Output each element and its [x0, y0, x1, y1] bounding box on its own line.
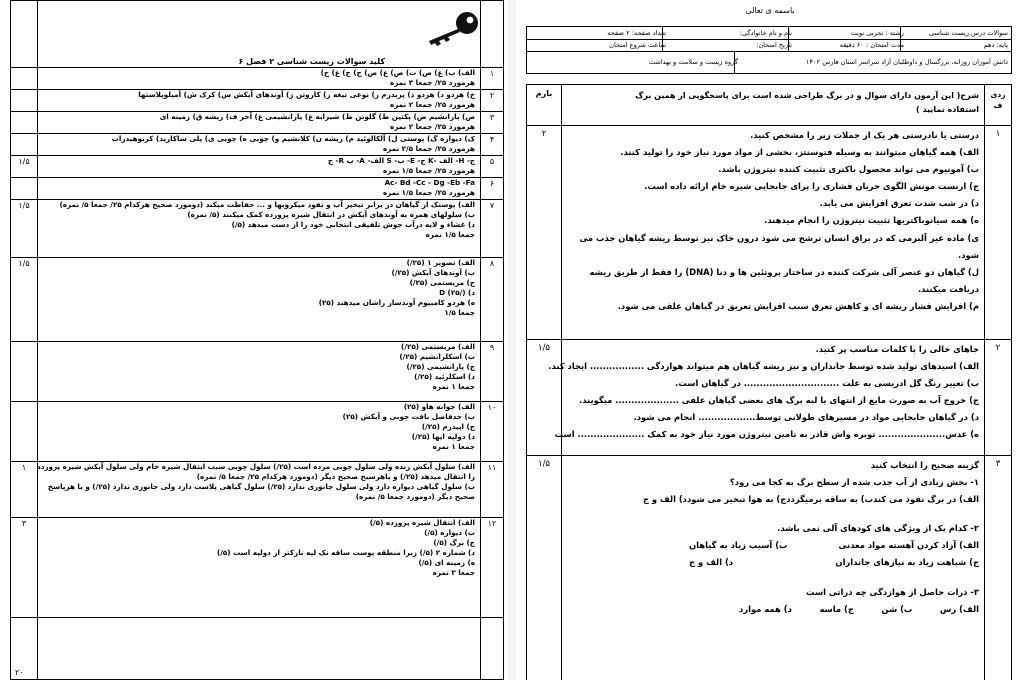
question-number: ۳ — [995, 459, 1001, 469]
answer-line: د) شماره ۲ (۵/) زیرا منطقه پوست ساقه تک لپه نازکتر از دولپه است (۵/) — [216, 548, 475, 557]
answer-score: ۱ — [21, 463, 27, 472]
answer-line: ج) برگ (۵/) — [433, 538, 475, 547]
question-line: د) در شب شدت تعرق افزایش می یابد. — [819, 198, 979, 209]
answer-line: جمعا ۱ نمره — [432, 382, 475, 391]
answer-line: الف) تصویر ۱ (۲۵/) — [406, 258, 475, 267]
answer-line: د) اسکلرئید (۲۵/) — [414, 372, 475, 381]
answer-row — [11, 133, 503, 156]
header-cell: رشته : تجربی نوبت — [788, 27, 907, 39]
answer-line: جمعا ۳ نمره — [432, 568, 475, 577]
answer-number: ۵ — [489, 157, 495, 166]
answer-line: الف) مریستمی (۲۵/) — [401, 342, 475, 351]
spacer — [567, 508, 979, 520]
answer-body — [41, 258, 475, 318]
score-header: بارم — [535, 89, 553, 98]
answer-number: ۱ — [489, 69, 495, 78]
answer-line: را انتقال میدهد (۲۵/) و یاهرسبخ صحیح دیگر (دومورد هرکدام ۲۵/ جمعا ۵/ نمره) — [196, 472, 475, 481]
question-line: ل) گیاهان دو عنصر آلی شرکت کننده در ساختار پروتئین ها و دنا (DNA) را فقط از طریق ریشه — [589, 266, 979, 277]
question-score: ۱/۵ — [538, 343, 550, 353]
answer-number: ۶ — [489, 179, 495, 188]
answer-body — [41, 200, 475, 240]
answer-key-title: کلید سوالات زیست شناسی ۲ فصل ۶ — [238, 57, 385, 66]
header-cell: پایه: دهم — [900, 39, 1011, 51]
options-row — [689, 554, 979, 571]
question-line: ی) ماده غیر آلبزمی که در براق انسان ترشح می شود درون خاک نیز توسط ریشه گیاهان جذب می — [579, 232, 979, 243]
answer-key-page — [0, 0, 508, 680]
question-line: ج) ارنست مونش الگوی جریان فشاری را برای جابجایی شیره خام ارائه داده است. — [644, 181, 979, 192]
header-row — [527, 51, 1011, 74]
total-score: ۲۰ — [15, 668, 24, 677]
option[interactable]: ج) به هوا تبخیر می شود — [686, 494, 787, 505]
answer-line: ب) دیواره (۵/) — [424, 528, 475, 537]
answer-line: الف) انتقال شیره پرورده (۵/) — [369, 518, 475, 527]
answer-line: ج) مریستمی (۲۵/) — [409, 278, 475, 287]
answer-line: ب) سلول گیاهی دیواره دارد ولی سلول جانوری ندارد (۲۵/) سلول گیاهی پلاست دارد ولی جانوری ندارد (۲۵/) و یا هرپاسخ — [47, 482, 475, 491]
question-2 — [527, 339, 1011, 456]
bismillah-heading: باسمه ی تعالی — [745, 6, 795, 15]
answer-line: ک) دیواره گ) پوستی ل) آلکالوئید م) ریشه ن) کلانشیم و) چوبی ه) چوبی ی) پلی ساکارید) کربوهیدرات — [111, 134, 475, 143]
header-cell: تعداد صفحه: ۲ صفحه — [607, 29, 666, 37]
answer-line: خ) هردو د) هردو ذ) پریدرم ر) نوعی تیغه ز) کاروتن ژ) آوندهای آبکش س) کرک ش) آمیلوپلاستها — [138, 90, 475, 99]
answer-line: جمعا ۱/۵ نمره — [425, 230, 475, 239]
answer-body — [41, 68, 475, 88]
header-cell: تاریخ امتحان: — [662, 39, 795, 51]
exam-page — [516, 0, 1024, 680]
option[interactable]: ج) شباهت زیاد به نیازهای جانداران — [835, 557, 979, 568]
answer-body — [41, 178, 475, 198]
answer-number: ۸ — [489, 259, 495, 268]
answer-line: ب) اسکلرانشیم (۲۵/) — [399, 352, 475, 361]
header-cell: گروه زیست و سلامت و بهداشت — [648, 58, 738, 66]
question-line: درستی یا نادرستی هر یک از جملات زیر را مشخص کنید. — [750, 130, 979, 140]
answer-line: صحیح دیگر (دومورد جمعا ۵/ نمره) — [355, 492, 475, 501]
answer-line: ص) پارانشیم ض) پکتین ط) گلوتن ظ) شیرابه غ) پارانشیمی غ) آخر ف) ریشه ق) زمینه ای — [159, 112, 475, 121]
answer-row — [11, 517, 503, 618]
question-line: ه) همه سیانوباکتریها تثبیت نیتروژن را انجام میدهند. — [764, 215, 979, 226]
answer-number: ۱۲ — [487, 519, 497, 528]
answer-line: هرمورد ۲۵/ جمعا ۱/۵ نمره — [382, 188, 475, 197]
answer-body — [41, 112, 475, 132]
answer-row — [11, 111, 503, 134]
row-number-header: ردی ف — [990, 90, 1006, 110]
answer-number: ۱۱ — [487, 463, 497, 472]
answer-line: الف) سلول آبکش زنده ولی سلول چوبی مرده است (۲۵/) سلول چوبی سبب انتقال شیره خام ولی سلول آبکش شیره پرورده — [36, 462, 475, 471]
answer-body — [41, 402, 475, 452]
answer-number: ۱۰ — [487, 403, 497, 412]
question-line: ب) آمونیوم می تواند محصول باکتری تثبیت کننده نیتروژن باشد. — [718, 164, 979, 175]
answer-line: هرمورد ۲۵/ جمعا ۲ نمره — [389, 100, 475, 109]
question-1 — [527, 125, 1011, 340]
key-icon — [423, 7, 483, 47]
option[interactable]: ب) آسیب زیاد به گیاهان — [689, 540, 788, 551]
answer-row — [11, 341, 503, 402]
answer-number: ۴ — [489, 135, 495, 144]
question-score: ۱/۵ — [538, 459, 550, 469]
question-body — [548, 341, 979, 444]
header-cell: ساعت شروع امتحان — [609, 41, 666, 49]
option[interactable]: ب) به ساقه برمیگردد — [786, 494, 874, 505]
answer-line: هرمورد ۲۵/ جمعا ۳ نمره — [389, 78, 475, 87]
question-line: ۲- کدام یک از ویژگی های کودهای آلی نمی باشد. — [777, 523, 979, 534]
answer-line: د) دولپه ایها (۲۵/) — [411, 432, 475, 441]
answer-number: ۳ — [489, 113, 495, 122]
question-line: د) در گیاهان جابجایی مواد در مسیرهای طولانی توسط.................. انجام می شود. — [633, 412, 979, 423]
question-body — [567, 127, 979, 315]
answer-line: جمعا ۱/۵ — [444, 308, 475, 317]
answer-line: د) غشاء و لایه درآب جوش تلفیقی انتخابی خود را از دست میدهد (۵/) — [231, 220, 475, 229]
answer-row — [11, 199, 503, 258]
answer-line: الف) جوانه هاو (۲۵) — [403, 402, 475, 411]
answer-row — [11, 401, 503, 462]
answer-key-header — [11, 1, 503, 68]
option[interactable]: ب) شن — [881, 603, 913, 614]
question-line: م) افزایش فشار ریشه ای و کاهش تعرق سبب افزایش تعریق در گیاهان علفی می شود. — [617, 300, 979, 311]
option[interactable]: الف) آزاد کردن آهسته مواد معدنی — [838, 540, 979, 551]
page-gutter — [508, 0, 516, 680]
answer-number: ۲ — [489, 91, 495, 100]
question-line: ب) تغییر رنگ گل ادریسی به علت .............................. در گیاهان است. — [675, 378, 979, 389]
answer-line: جمعا ۱ نمره — [432, 442, 475, 451]
options-row — [689, 537, 979, 554]
answer-body — [41, 518, 475, 578]
question-line: دریافت میکنند. — [917, 283, 979, 294]
answer-number: ۷ — [489, 201, 495, 210]
answer-body — [36, 462, 475, 502]
answer-row — [11, 155, 503, 178]
answer-line: ب) حدفاصل بافت چوبی و آبکش (۲۵) — [342, 412, 475, 421]
option[interactable]: الف) در برگ نفوذ می کند — [873, 494, 979, 505]
answer-score: ۱/۵ — [18, 157, 30, 166]
answer-line: ب) سلولهای همره به آوندهای آبکش در انتقال شیره پرورده کمک میکنند (۵/ نمره) — [187, 210, 475, 219]
question-number: ۲ — [995, 343, 1001, 353]
exam-column-header — [527, 85, 1011, 126]
question-line: ۱- بخش زیادی از آب جذب شده از سطح برگ به کجا می رود؟ — [729, 477, 979, 488]
question-line: ه) عدس..................... توبره واش قادر به تامین نیتروژن مورد نیاز خود به کمک ..................... است — [554, 429, 979, 440]
question-line: الف) اسیدهای تولید شده توسط جانداران و نیز ریشه گیاهان هم میتواند هوازدگی ................. ایجاد کند. — [548, 361, 979, 372]
answer-line: ج) اپیدرم (۲۵/) — [421, 422, 475, 431]
answer-line: هرمورد ۲۵/ جمعا ۲/۵ نمره — [382, 144, 475, 153]
answer-row — [11, 89, 503, 112]
answer-row — [11, 461, 503, 518]
option[interactable]: د) الف و ج — [689, 557, 734, 568]
option[interactable]: ج) ماسه — [819, 603, 854, 614]
answer-line: ج- H- الف -K ج- E- ب- S الف- A- ب R- ج — [327, 156, 475, 165]
option[interactable]: د) همه موارد — [739, 603, 792, 614]
option[interactable]: الف) رس — [939, 603, 979, 614]
question-number: ۱ — [995, 129, 1001, 139]
description-header — [567, 89, 979, 117]
header-cell: نام و نام خانوادگی: — [662, 27, 795, 39]
header-cell: مدت امتحان : ۶۰ دقیقه — [788, 39, 907, 51]
answer-line: ج) پارانشیمی (۲۵/) — [406, 362, 475, 371]
answer-body — [41, 156, 475, 176]
question-line: ج) خروج آب به صورت مایع از انتهای یا لبه برگ های بعضی گیاهان علفی .................... میگویند. — [579, 395, 979, 406]
answer-line: ه) هردو کامبیوم آوندساز راشان میدهند (۲۵) — [318, 298, 475, 307]
options-row — [642, 491, 979, 508]
question-score: ۲ — [541, 129, 547, 139]
options-row — [739, 601, 979, 618]
answer-score: ۱/۵ — [18, 259, 30, 268]
answer-body — [41, 90, 475, 110]
header-cell: سوالات درس زیست شناسی — [900, 27, 1011, 39]
question-3 — [527, 455, 1011, 681]
answer-row — [11, 67, 503, 90]
answer-line: Ac- Bd -Cc - Dg -Eb -Fa — [384, 178, 475, 187]
description-header-line: شرح( این آزمون دارای سوال و در برگ طراحی شده است برای پاسخگویی از همین برگ — [635, 91, 979, 100]
question-line: گزینه صحیح را انتخاب کنید — [870, 460, 979, 470]
answer-line: الف) ب) غ) ص) ت) ص) غ) ص) ج) ج) غ) ح) — [320, 68, 475, 77]
answer-line: هرمورد ۲۵/ جمعا ۱/۵ نمره — [382, 166, 475, 175]
exam-table — [526, 84, 1012, 680]
answer-body — [41, 342, 475, 392]
exam-info-header — [526, 26, 1012, 74]
answer-line: ب) آوندهای آبکش (۲۵/) — [391, 268, 475, 277]
question-line: ۳- ذرات حاصل از هوازدگی چه ذراتی است — [806, 586, 979, 597]
answer-score: ۳ — [21, 519, 27, 528]
answer-key-table — [10, 0, 504, 680]
answer-line: الف) پوستک از گیاهان در برابر تبخیر آب و نفوذ میکروبها و ... حفاظت میکند (دومورد صحیح هرکدام ۲۵/ جمعا ۵/ نمره) — [59, 200, 475, 209]
answer-line: د) D (۲۵/) — [439, 288, 475, 297]
answer-line: ه) زمینه ای (۵/) — [418, 558, 475, 567]
option[interactable]: د) الف و ج — [642, 494, 687, 505]
question-body — [567, 457, 979, 618]
header-cell: دانش آموزان روزانه، بزرگسال و داوطلبان آزاد سراسر استان فارس ۱۴۰۲ — [734, 51, 1011, 74]
spacer — [567, 572, 979, 584]
answer-score: ۱/۵ — [18, 201, 30, 210]
question-line: الف) همه گیاهان میتوانند به وسیله فتوسنتز، بخشی از مواد مورد نیاز خود را تولید کنند. — [620, 147, 979, 158]
question-line: شود. — [958, 249, 979, 260]
answer-row — [11, 177, 503, 200]
question-line: جاهای خالی را با کلمات مناسب پر کنید. — [815, 344, 979, 354]
answer-row — [11, 257, 503, 342]
answer-body — [41, 134, 475, 154]
answer-line: هرمورد ۲۵/ جمعا ۲ نمره — [389, 122, 475, 131]
answer-number: ۹ — [489, 343, 495, 352]
description-header-line: استفاده نمایید ) — [916, 105, 979, 114]
